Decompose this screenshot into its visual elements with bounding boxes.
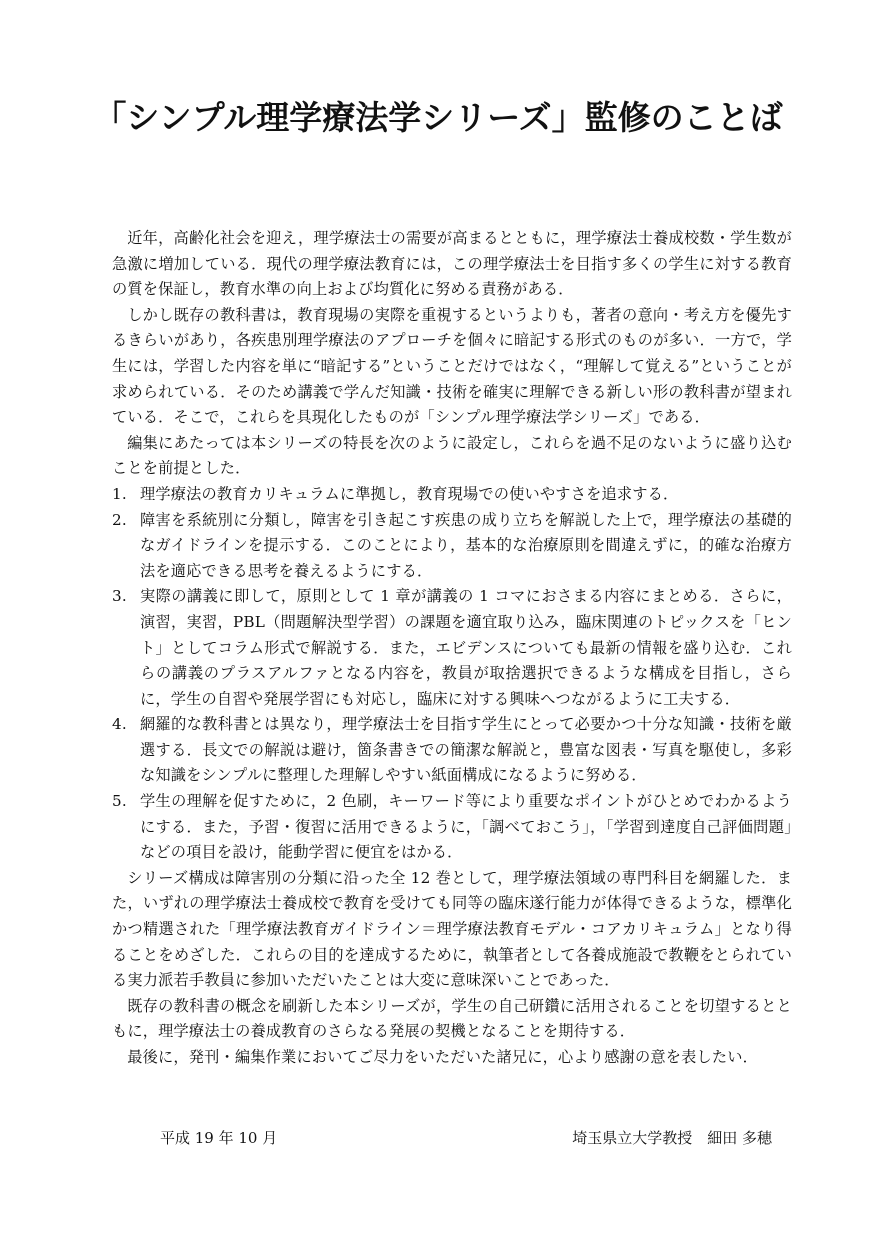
list-number: 5.: [112, 792, 127, 811]
list-text: 網羅的な教科書とは異なり，理学療法士を目指す学生にとって必要かつ十分な知識・技術を厳選する．長文での解説は避け，箇条書きでの簡潔な解説と，豊富な図表・写真を駆使し，多彩な知識をシンプルに整理した理解しやすい紙面構成になるように努める．: [140, 715, 792, 785]
paragraph: 既存の教科書の概念を刷新した本シリーズが，学生の自己研鑽に活用されることを切望するとともに，理学療法士の養成教育のさらなる発展の契機となることを期待する．: [112, 996, 792, 1041]
paragraph: シリーズ構成は障害別の分類に沿った全 12 巻として，理学療法領域の専門科目を網羅した．また，いずれの理学療法士養成校で教育を受けても同等の臨床遂行能力が体得できるような，標準化かつ精選された「理学療法教育ガイドライン＝理学療法教育モデル・コアカリキュラム」となり得ることをめざした．これらの目的を達成するために，執筆者として各養成施設で教鞭をとられている実力派若手教員に参加いただいたことは大変に意味深いことであった．: [112, 868, 792, 990]
list-text: 学生の理解を促すために，2 色刷，キーワード等により重要なポイントがひとめでわかるようにする．また，予習・復習に活用できるように，「調べておこう」，「学習到達度自己評価問題」などの項目を設け，能動学習に便宜をはかる．: [140, 792, 792, 862]
signature-date: 平成 19 年 10 月: [160, 1129, 278, 1147]
paragraph: 編集にあたっては本シリーズの特長を次のように設定し，これらを過不足のないように盛り込むことを前提とした．: [112, 433, 792, 478]
list-item: [112, 584, 792, 712]
list-number: 1.: [112, 484, 127, 503]
paragraph: しかし既存の教科書は，教育現場の実際を重視するというよりも，著者の意向・考え方を優先するきらいがあり，各疾患別理学療法のアプローチを個々に暗記する形式のものが多い．一方で，学生には，学習した内容を単に“暗記する”ということだけではなく，“理解して覚える”ということが求められている．そのため講義で学んだ知識・技術を確実に理解できる新しい形の教科書が望まれている．そこで，これらを具現化したものが「シンプル理学療法学シリーズ」である．: [112, 305, 792, 427]
list-text: 実際の講義に即して，原則として 1 章が講義の 1 コマにおさまる内容にまとめる．さらに，演習，実習，PBL（問題解決型学習）の課題を適宜取り込み，臨床関連のトピックスを「ヒント」としてコラム形式で解説する．また，エビデンスについても最新の情報を盛り込む．これらの講義のプラスアルファとなる内容を，教員が取捨選択できるような構成を目指し，さらに，学生の自習や発展学習にも対応し，臨床に対する興味へつながるように工夫する．: [140, 587, 792, 708]
list-number: 4.: [112, 715, 127, 734]
list-item: [112, 789, 792, 866]
list-number: 2.: [112, 510, 127, 529]
list-text: 障害を系統別に分類し，障害を引き起こす疾患の成り立ちを解説した上で，理学療法の基礎的なガイドラインを提示する．このことにより，基本的な治療原則を間違えずに，的確な治療方法を適応できる思考を養えるようにする．: [140, 510, 792, 580]
list-item: [112, 508, 792, 585]
paragraph: 近年，高齢化社会を迎え，理学療法士の需要が高まるとともに，理学療法士養成校数・学生数が急激に増加している．現代の理学療法教育には，この理学療法士を目指す多くの学生に対する教育の質を保証し，教育水準の向上および均質化に努める責務がある．: [112, 229, 792, 299]
signature: [0, 1127, 876, 1151]
list-text: 理学療法の教育カリキュラムに準拠し，教育現場での使いやすさを追求する．: [140, 484, 679, 503]
list-item: [112, 712, 792, 789]
list-number: 3.: [112, 587, 127, 606]
page-title: 「シンプル理学療法学シリーズ」監修のことば: [93, 98, 783, 137]
list-item: [112, 482, 792, 508]
paragraph: 最後に，発刊・編集作業においてご尽力をいただいた諸兄に，心より感謝の意を表したい．: [127, 1048, 759, 1066]
signature-author: 埼玉県立大学教授 細田 多穂: [572, 1129, 772, 1147]
body-text: [112, 226, 792, 1071]
